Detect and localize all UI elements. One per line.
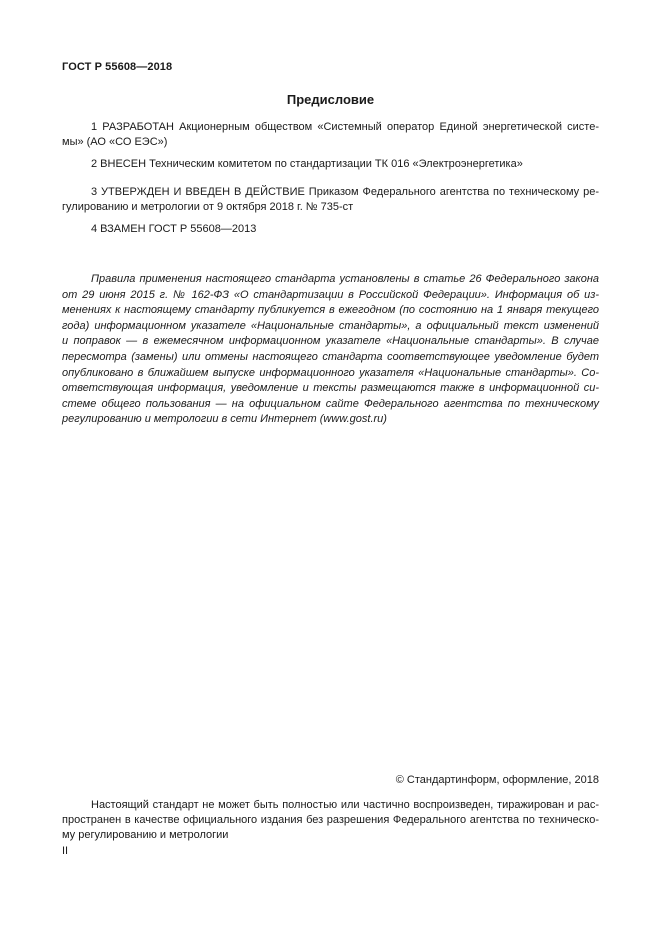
paragraph-line: мы» (АО «СО ЕЭС») [62,136,168,148]
paragraph-line: 2 ВНЕСЕН Техническим комитетом по стандартизации ТК 016 «Электроэнергетика» [91,158,523,170]
notice-line: пересмотра (замены) или отмены настоящего стандарта соответствующее уведомление будет [62,350,599,363]
document-code-header: ГОСТ Р 55608—2018 [62,61,173,73]
notice-line: Правила применения настоящего стандарта установлены в статье 26 Федерального закона [91,273,599,285]
notice-line: ответствующая информация, уведомление и тексты размещаются также в информационной си- [62,382,599,395]
notice-line: му регулированию и метрологии [62,829,229,841]
notice-line: регулированию и метрологии в сети Интернет (www.gost.ru) [62,413,387,426]
notice-line: года) информационном указателе «Национальные стандарты», а официальный текст изменений [62,319,599,332]
page-title: Предисловие [286,92,375,107]
reproduction-notice [62,798,599,843]
paragraph-approved [62,185,599,215]
notice-line: и поправок — в ежемесячном информационном указателе «Национальные стандарты». В случае [62,335,599,348]
rules-of-application-notice [62,272,599,428]
notice-line: Настоящий стандарт не может быть полностью или частично воспроизведен, тиражирован и рас- [91,799,599,811]
notice-line: пространен в качестве официального издания без разрешения Федерального агентства по техническо- [62,814,599,826]
notice-line: от 29 июня 2015 г. № 162-ФЗ «О стандартизации в Российской Федерации». Информация об из- [62,288,599,301]
notice-line: опубликовано в ближайшем выпуске информационного указателя «Национальные стандарты». Со- [62,366,599,379]
paragraph-replaces [62,222,599,237]
paragraph-introduced-by [62,157,599,172]
paragraph-line: 1 РАЗРАБОТАН Акционерным обществом «Системный оператор Единой энергетической систе- [91,121,599,133]
notice-line: менениях к настоящему стандарту публикуется в ежегодном (по состоянию на 1 января текущего [62,304,599,317]
notice-line: стеме общего пользования — на официальном сайте Федерального агентства по техническому [62,397,599,410]
paragraph-developed-by [62,120,599,150]
copyright-notice: © Стандартинформ, оформление, 2018 [395,774,599,786]
paragraph-line: 4 ВЗАМЕН ГОСТ Р 55608—2013 [91,223,257,235]
page-number: II [62,845,69,857]
paragraph-line: гулированию и метрологии от 9 октября 2018 г. № 735-ст [62,201,354,213]
paragraph-line: 3 УТВЕРЖДЕН И ВВЕДЕН В ДЕЙСТВИЕ Приказом Федерального агентства по техническому ре- [91,186,599,198]
